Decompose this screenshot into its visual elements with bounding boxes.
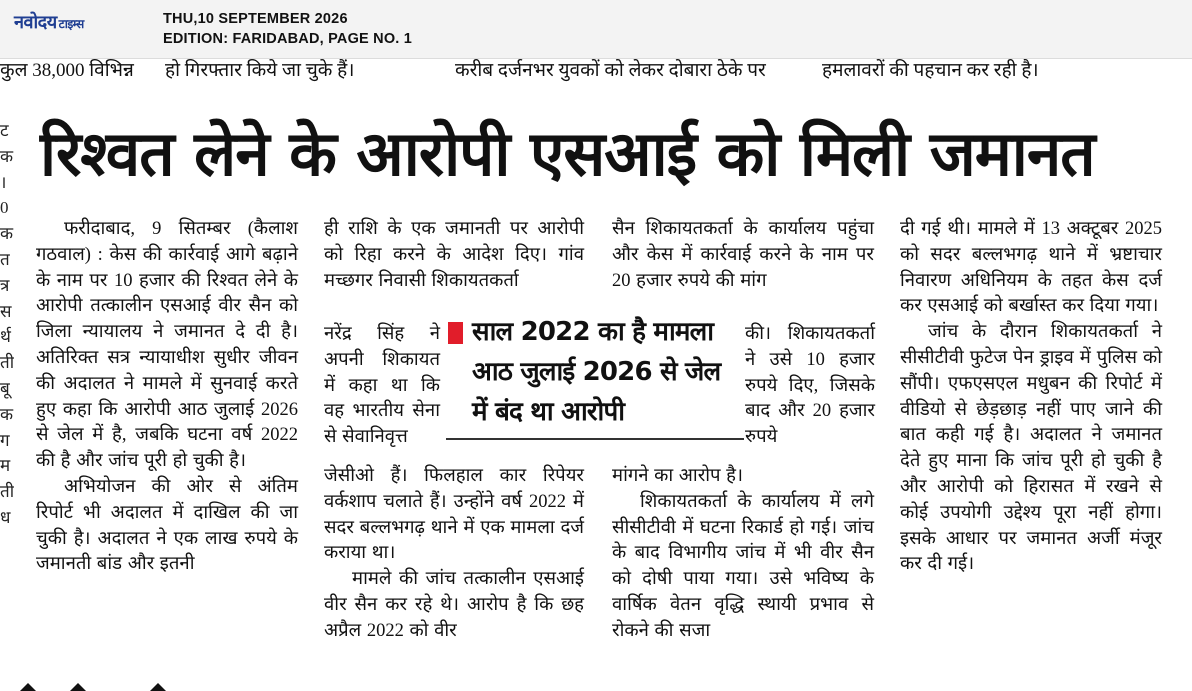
article-column-2-narrow (324, 322, 440, 451)
article-column-3-narrow (745, 322, 875, 451)
cutoff-char: र्थ (0, 327, 11, 347)
cutoff-char: ट (0, 121, 9, 140)
paragraph: सैन शिकायतकर्ता के कार्यालय पहुंचा और केस में कार्रवाई करने के नाम पर 20 हजार रुपये की मांग (612, 219, 874, 291)
paragraph: नरेंद्र सिंह ने अपनी शिकायत में कहा था कि वह भारतीय सेना से सेवानिवृत्त (324, 324, 440, 448)
edition-info (163, 9, 412, 49)
cutoff-char: ग (0, 430, 10, 450)
paragraph: जांच के दौरान शिकायतकर्ता ने सीसीटीवी फुटेज पेन ड्राइव में पुलिस को सौंपी। एफएसएल मधुबन की रिपोर्ट में वीडियो से छेड़छाड़ नहीं पाए जाने की बात कही गई है। अदालत ने जमानत देते हुए माना कि जांच पूरी हो चुकी है और आरोपी को हिरासत में रखने से कोई उपयोगी उद्देश्य पूरा नहीं होगा। इसके आधार पर जमानत अर्जी मंजूर कर दी गई। (900, 322, 1162, 575)
article-column-2-bottom (324, 464, 584, 645)
cutoff-char: स (0, 301, 12, 321)
cutoff-char: 0 (0, 198, 9, 218)
previous-article-fragment: करीब दर्जनभर युवकों को लेकर दोबारा ठेके पर (455, 60, 766, 81)
edition-line: EDITION: FARIDABAD, PAGE NO. 1 (163, 31, 413, 47)
cutoff-char: म (0, 456, 11, 476)
previous-article-fragment: हो गिरफ्तार किये जा चुके हैं। (165, 60, 355, 81)
top-bar (0, 0, 1192, 59)
article-column-3-bottom (612, 464, 874, 645)
cutoff-char: ध (0, 507, 11, 527)
article-column-1 (36, 217, 298, 578)
previous-article-fragment: हमलावरों की पहचान कर रही है। (822, 60, 1039, 81)
headline: रिश्वत लेने के आरोपी एसआई को मिली जमानत (40, 117, 1095, 190)
left-cutoff-column (0, 118, 14, 638)
cutoff-char: त (0, 249, 10, 269)
paragraph: ही राशि के एक जमानती पर आरोपी को रिहा करने के आदेश दिए। गांव मच्छगर निवासी शिकायतकर्ता (324, 219, 584, 291)
cutoff-char: क (0, 404, 14, 424)
bottom-cutoff-marks (20, 683, 220, 691)
logo-sub-text: टाइम्स (58, 17, 84, 31)
paragraph: मामले की जांच तत्कालीन एसआई वीर सैन कर रहे थे। आरोप है कि छह अप्रैल 2022 को वीर (324, 569, 584, 641)
pull-quote-marker (448, 322, 463, 344)
article-column-4 (900, 217, 1162, 578)
cutoff-char: बू (0, 378, 10, 398)
cutoff-char: क (0, 224, 14, 244)
cutoff-char: त्र (0, 275, 10, 295)
cutoff-char: क (0, 146, 14, 166)
paragraph: जेसीओ हैं। फिलहाल कार रिपेयर वर्कशाप चलाते हैं। उन्होंने वर्ष 2022 में सदर बल्लभगढ़ थाने में एक मामला दर्ज कराया था। (324, 466, 584, 564)
paragraph: अभियोजन की ओर से अंतिम रिपोर्ट भी अदालत में दाखिल की जा चुकी है। अदालत ने एक लाख रुपये के जमानती बांड और इतनी (36, 476, 298, 575)
previous-article-fragment: कुल 38,000 विभिन्न (0, 60, 134, 81)
paragraph: मांगने का आरोप है। (612, 466, 744, 486)
pull-quote-text: साल 2022 का है मामला आठ जुलाई 2026 से जेल में बंद था आरोपी (472, 317, 721, 427)
cutoff-char: । (0, 172, 7, 192)
newspaper-logo[interactable] (14, 10, 84, 34)
date-line: THU,10 SEPTEMBER 2026 (163, 11, 348, 27)
cutoff-char: ती (0, 353, 14, 373)
article-column-3-top (612, 217, 874, 294)
cutoff-char: ती (0, 482, 14, 502)
paragraph: शिकायतकर्ता के कार्यालय में लगे सीसीटीवी में घटना रिकार्ड हो गई। जांच के बाद विभागीय जांच में भी वीर सैन को दोषी पाया गया। उसे भविष्य के वार्षिक वेतन वृद्धि स्थायी प्रभाव से रोकने की सजा (612, 491, 874, 641)
logo-main-text: नवोदय (14, 12, 57, 33)
paragraph: की। शिकायतकर्ता ने उसे 10 हजार रुपये दिए, जिसके बाद और 20 हजार रुपये (745, 324, 875, 448)
paragraph: फरीदाबाद, 9 सितम्बर (कैलाश गठवाल) : केस की कार्रवाई आगे बढ़ाने के नाम पर 10 हजार की रिश्वत लेने के आरोपी तत्कालीन एसआई वीर सैन को जिला न्यायालय ने जमानत दे दी है। अतिरिक्त सत्र न्यायाधीश सुधीर जीवन की अदालत ने मामले में सुनवाई करते हुए कहा कि आरोपी आठ जुलाई 2026 से जेल में है, जबकि घटना वर्ष 2022 की है और जांच पूरी हो चुकी है। (36, 219, 298, 472)
paragraph: दी गई थी। मामले में 13 अक्टूबर 2025 को सदर बल्लभगढ़ थाने में भ्रष्टाचार निवारण अधिनियम के तहत केस दर्ज कर एसआई को बर्खास्त कर दिया गया। (900, 219, 1162, 317)
pull-quote (446, 310, 744, 440)
article-column-2-top (324, 217, 584, 294)
